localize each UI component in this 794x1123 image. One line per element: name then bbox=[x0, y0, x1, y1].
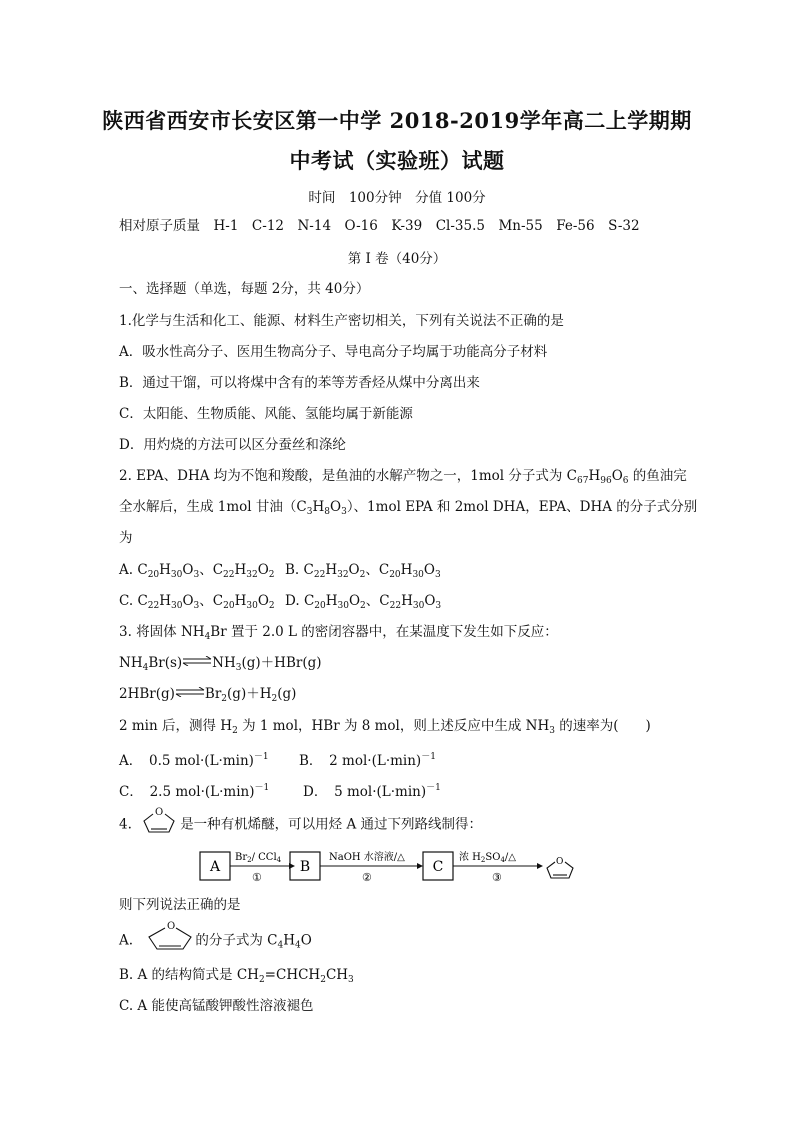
q3-option-b: B． 2 $mol\cdot(L\cdot\min)^{-1}$ bbox=[299, 752, 436, 769]
svg-text:O: O bbox=[556, 857, 564, 867]
q2-option-d: D. $C_{20}H_{30}O_2$、$C_{22}H_{30}O_3$ bbox=[285, 593, 442, 611]
volume-heading: 第 I 卷（40分） bbox=[347, 251, 447, 267]
q1-option-c: C．太阳能、生物质能、风能、氢能均属于新能源 bbox=[119, 406, 413, 422]
q2-options-row1 bbox=[119, 561, 441, 584]
exam-title-line1: 陕西省西安市长安区第一中学 2018-2019学年高二上学期期 bbox=[102, 108, 692, 133]
exam-title-line2: 中考试（实验班）试题 bbox=[289, 148, 505, 173]
svg-text:NaOH 水溶液/△: NaOH 水溶液/△ bbox=[329, 852, 405, 863]
q3-options-row2 bbox=[119, 779, 441, 801]
q3-reaction-2: 2HBr(g) $Br_2(g)+H_2(g)$ bbox=[119, 686, 297, 704]
svg-text:O: O bbox=[167, 921, 176, 932]
dihydrofuran-ring-icon bbox=[145, 920, 195, 952]
q3-option-d: D． 5 $mol\cdot(L\cdot\min)^{-1}$ bbox=[303, 783, 441, 800]
product-ring-icon bbox=[547, 857, 573, 878]
q1-option-d: D．用灼烧的方法可以区分蚕丝和涤纶 bbox=[119, 437, 346, 453]
equilibrium-arrow-icon bbox=[182, 656, 212, 666]
svg-text:①: ① bbox=[252, 871, 262, 884]
svg-text:②: ② bbox=[362, 871, 372, 884]
svg-text:C: C bbox=[432, 859, 444, 875]
q4-stem: 4. O 是一种有机烯醚，可以用烃 A 通过下列路线制得： bbox=[119, 814, 482, 836]
equilibrium-arrow-icon bbox=[175, 687, 205, 697]
q3-stem: 3. 将固体 $NH_4Br$ 置于 2.0 L 的密闭容器中，在某温度下发生如下反应： bbox=[119, 624, 558, 642]
q4-synthesis-route bbox=[197, 843, 577, 891]
svg-text:B: B bbox=[299, 859, 311, 875]
q2-options-row2 bbox=[119, 592, 441, 615]
svg-text:O: O bbox=[155, 807, 164, 818]
q1-option-b: B．通过干馏，可以将煤中含有的苯等芳香烃从煤中分离出来 bbox=[119, 375, 480, 391]
step3-reagent: 浓 $H_2SO_4/\triangle$ bbox=[459, 852, 516, 864]
q4-option-a: A. O 的分子式为 $C_4H_4O$ bbox=[119, 921, 312, 951]
svg-text:③: ③ bbox=[492, 871, 502, 884]
q3-reaction-1: $NH_4Br(s)$ $NH_3(g)+HBr(g)$ bbox=[119, 655, 322, 673]
svg-text:A: A bbox=[209, 859, 221, 875]
q2-stem-line1: 2. EPA、DHA 均为不饱和羧酸，是鱼油的水解产物之一，1mol 分子式为 $C_{67}H_{96}O_6$ 的鱼油完 bbox=[119, 468, 687, 486]
atomic-masses: 相对原子质量 H-1 C-12 N-14 O-16 K-39 Cl-35.5 Mn-55 Fe-56 S-32 bbox=[119, 218, 640, 234]
q2-option-b: B. $C_{22}H_{32}O_2$、$C_{20}H_{30}O_3$ bbox=[285, 562, 441, 580]
q3-option-c: C． 2.5 $mol\cdot(L\cdot\min)^{-1}$ bbox=[119, 783, 270, 800]
q2-stem-line2: 全水解后，生成 1mol 甘油$(C_3H_8O_3)$、1mol EPA 和 2mol DHA，EPA、DHA 的分子式分别 bbox=[119, 499, 698, 517]
q1-option-a: A．吸水性高分子、医用生物高分子、导电高分子均属于功能高分子材料 bbox=[119, 344, 548, 360]
q3-option-a: A． 0.5 $mol\cdot(L\cdot\min)^{-1}$ bbox=[119, 752, 269, 769]
q2-option-c: C. $C_{22}H_{30}O_3$、$C_{20}H_{30}O_2$ bbox=[119, 593, 275, 611]
q3-condition: 2 min 后，测得 $H_2$ 为 1 mol，HBr 为 8 mol，则上述反应中生成 $NH_3$ 的速率为( ) bbox=[119, 718, 651, 736]
time-info: 时间 100分钟 分值 100分 bbox=[308, 190, 486, 206]
q3-options-row1 bbox=[119, 748, 436, 770]
dihydrofuran-ring-icon bbox=[140, 806, 178, 836]
q1-stem: 1.化学与生活和化工、能源、材料生产密切相关，下列有关说法不正确的是 bbox=[119, 313, 564, 329]
q2-stem-line3: 为 bbox=[119, 530, 133, 546]
step1-reagent: $Br_2/$ CCl$_4$ bbox=[235, 852, 282, 864]
section-heading: 一、选择题（单选，每题 2分，共 40分） bbox=[119, 281, 370, 297]
q4-option-b: B. A 的结构简式是 $CH_2=CHCH_2CH_3$ bbox=[119, 967, 354, 985]
q4-followup: 则下列说法正确的是 bbox=[119, 897, 241, 913]
q4-option-c: C. A 能使高锰酸钾酸性溶液褪色 bbox=[119, 998, 314, 1014]
q2-option-a: A. $C_{20}H_{30}O_3$、$C_{22}H_{32}O_2$ bbox=[119, 562, 275, 580]
